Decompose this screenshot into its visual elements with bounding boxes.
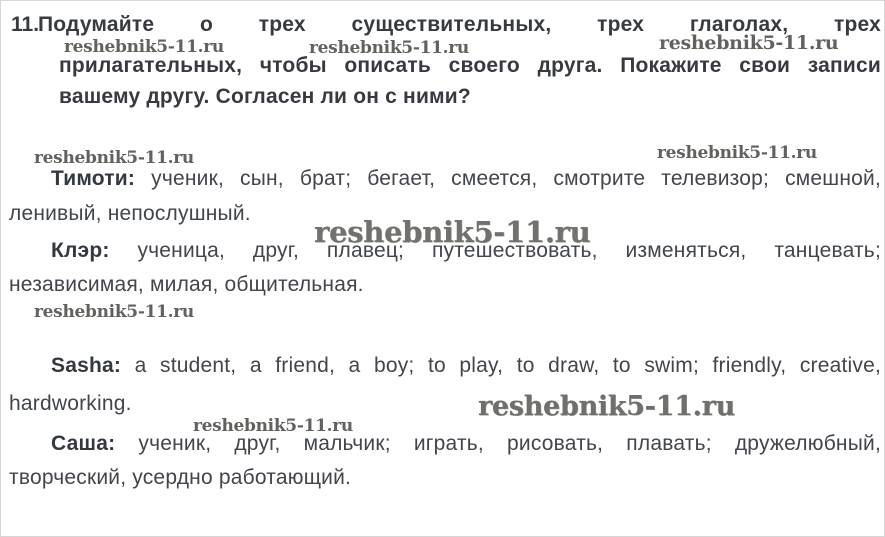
entry-label: Саша: [51, 432, 116, 455]
watermark: reshebnik5-11.ru [34, 148, 194, 168]
entry-label: Клэр: [51, 239, 110, 262]
entry-sasha-ru-line2: творческий, усердно работающий. [9, 466, 352, 489]
entry-kler-line1 [51, 238, 881, 264]
watermark: reshebnik5-11.ru [657, 143, 817, 163]
watermark: reshebnik5-11.ru [34, 302, 194, 322]
watermark: reshebnik5-11.ru [64, 37, 224, 57]
exercise-number: 11. [11, 13, 40, 36]
entry-sasha-en-line1 [51, 353, 881, 379]
watermark: reshebnik5-11.ru [659, 32, 839, 54]
entry-timoti-line2: ленивый, непослушный. [9, 202, 251, 225]
entry-timoti-line1 [51, 166, 881, 192]
entry-text: a student, a friend, a boy; to play, to draw, to swim; friendly, creative, [134, 354, 881, 377]
task-line-3: вашему другу. Согласен ли он с ними? [59, 85, 471, 108]
watermark: reshebnik5-11.ru [193, 416, 353, 436]
watermark: reshebnik5-11.ru [478, 391, 735, 422]
watermark: reshebnik5-11.ru [314, 215, 591, 249]
entry-label: Тимоти: [51, 167, 136, 190]
entry-text: ученик, друг, мальчик; играть, рисовать, плавать; дружелюбный, [138, 432, 881, 455]
entry-sasha-en-line2: hardworking. [9, 392, 132, 415]
entry-kler-line2: независимая, милая, общительная. [9, 273, 364, 296]
entry-label: Sasha: [51, 354, 122, 377]
task-line-2: прилагательных, чтобы описать своего друга. Покажите свои записи [59, 54, 881, 77]
watermark: reshebnik5-11.ru [309, 38, 469, 58]
entry-sasha-ru-line1 [51, 431, 881, 457]
entry-text: ученица, друг, плавец; путешествовать, изменяться, танцевать; [137, 239, 881, 262]
task-line-1: Подумайте о трех существительных, трех глаголах, трех [38, 13, 881, 36]
entry-text: ученик, сын, брат; бегает, смеется, смотрите телевизор; смешной, [151, 167, 881, 190]
